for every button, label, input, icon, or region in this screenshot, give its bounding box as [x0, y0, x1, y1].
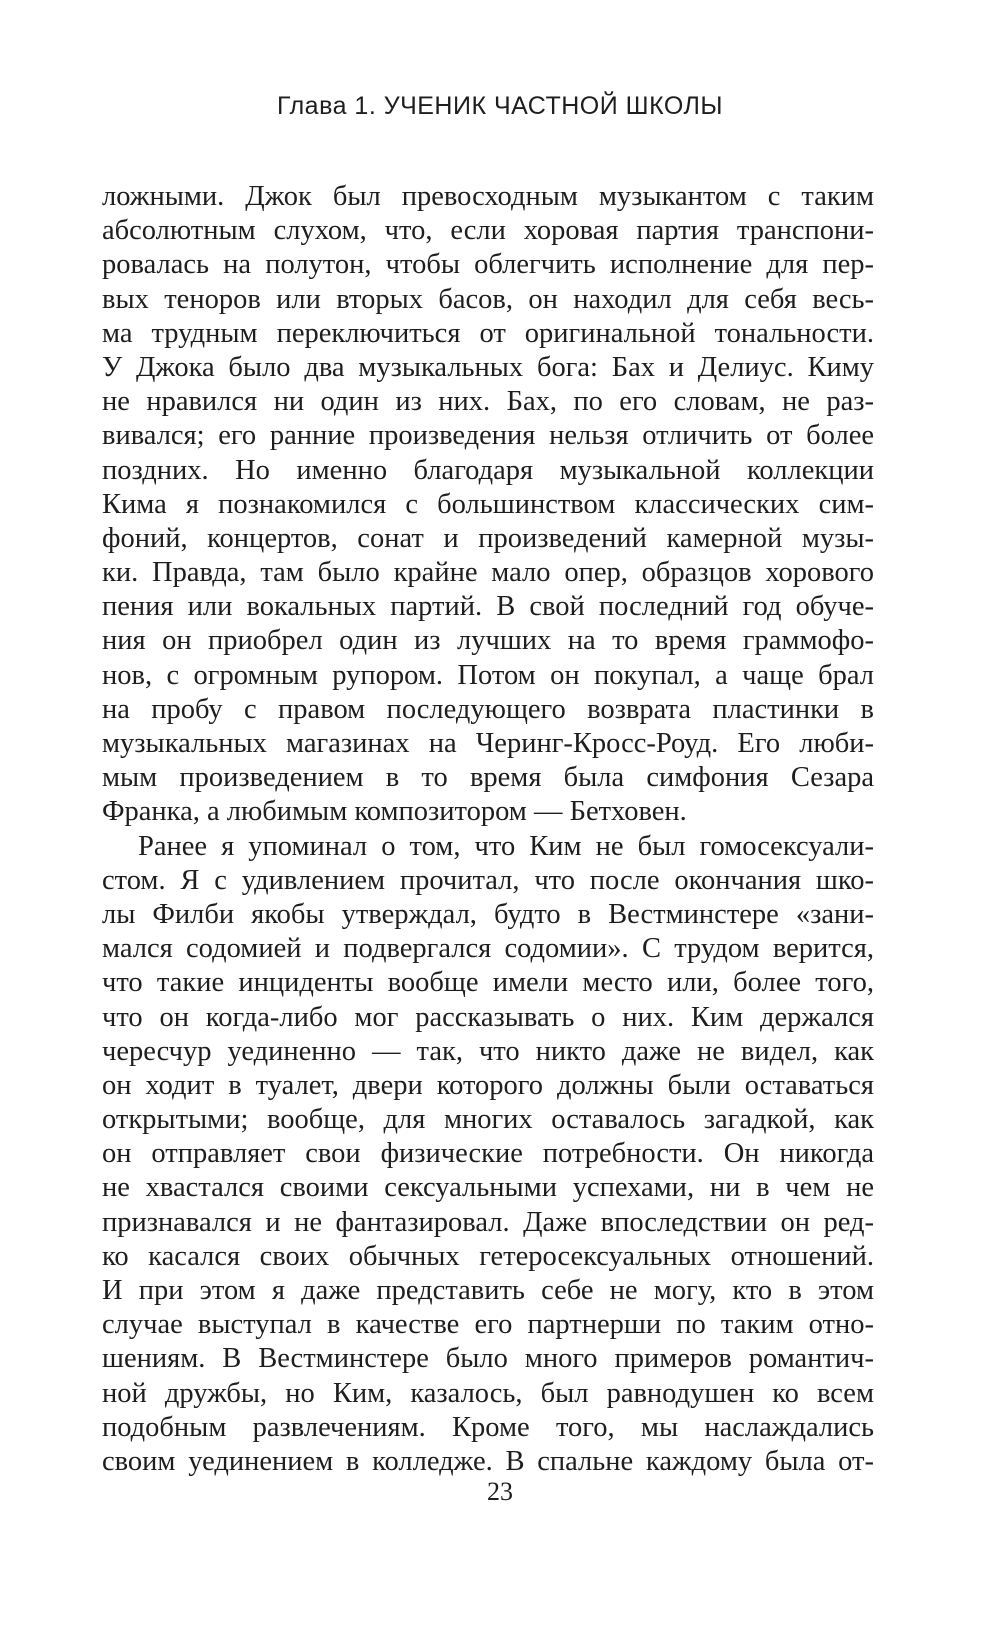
text-line: лы Филби якобы утверждал, будто в Вестминстере «зани-	[102, 898, 874, 930]
text-line: музыкальных магазинах на Черинг-Кросс-Роуд. Его люби-	[102, 728, 874, 759]
text-line: мым произведением в то время была симфония Сезара	[102, 762, 874, 794]
text-line: подобным развлечениям. Кроме того, мы наслаждались	[102, 1411, 874, 1443]
text-line: не хвастался своими сексуальными успехами, ни в чем не	[102, 1172, 874, 1204]
text-line: У Джока было два музыкальных бога: Бах и Делиус. Киму	[102, 351, 874, 383]
text-line: ма трудным переключиться от оригинальной тональности.	[102, 317, 874, 349]
text-line: ровалась на полутон, чтобы облегчить исполнение для пер-	[102, 249, 874, 281]
text-line: на пробу с правом последующего возврата пластинки в	[102, 693, 874, 725]
text-line: ния он приобрел один из лучших на то время граммофо-	[102, 625, 874, 657]
text-line: признавался и не фантазировал. Даже впоследствии он ред-	[102, 1206, 874, 1238]
text-line: чересчур уединенно — так, что никто даже не видел, как	[102, 1035, 874, 1067]
text-line: фоний, концертов, сонат и произведений камерной музы-	[102, 522, 874, 554]
text-line: ко касался своих обычных гетеросексуальных отношений.	[102, 1240, 874, 1272]
text-line: своим уединением в колледже. В спальне каждому была от-	[102, 1445, 874, 1477]
text-line: пения или вокальных партий. В свой последний год обуче-	[102, 591, 874, 623]
text-line: что он когда-либо мог рассказывать о них. Ким держался	[102, 1001, 874, 1033]
page-number: 23	[487, 1477, 513, 1506]
text-line: нов, с огромным рупором. Потом он покупал, а чаще брал	[102, 659, 874, 691]
text-line: он ходит в туалет, двери которого должны были оставаться	[102, 1069, 874, 1101]
text-line: поздних. Но именно благодаря музыкальной коллекции	[102, 454, 874, 486]
text-line: вивался; его ранние произведения нельзя отличить от более	[102, 420, 874, 452]
text-line: что такие инциденты вообще имели место или, более того,	[102, 967, 874, 999]
text-line-paragraph-start: Ранее я упоминал о том, что Ким не был гомосексуали-	[138, 830, 874, 862]
text-line: вых теноров или вторых басов, он находил для себя весь-	[102, 283, 874, 315]
text-line: И при этом я даже представить себе не могу, кто в этом	[102, 1275, 874, 1306]
text-line-paragraph-end: Франка, а любимым композитором — Бетховен.	[102, 796, 687, 828]
text-line: ложными. Джок был превосходным музыкантом с таким	[102, 181, 874, 212]
text-line: стом. Я с удивлением прочитал, что после окончания шко-	[102, 864, 874, 896]
text-line: Кима я познакомился с большинством классических сим-	[102, 488, 874, 520]
text-line: ной дружбы, но Ким, казалось, был равнодушен ко всем	[102, 1377, 874, 1409]
text-line: он отправляет свои физические потребности. Он никогда	[102, 1138, 874, 1170]
text-line: мался содомией и подвергался содомии». С трудом верится,	[102, 933, 874, 965]
text-line: ки. Правда, там было крайне мало опер, образцов хорового	[102, 557, 874, 589]
text-line: случае выступал в качестве его партнерши по таким отно-	[102, 1309, 874, 1341]
body-text	[102, 180, 874, 1479]
running-header: Глава 1. УЧЕНИК ЧАСТНОЙ ШКОЛЫ	[276, 92, 724, 120]
text-line: не нравился ни один из них. Бах, по его словам, не раз-	[102, 386, 874, 418]
text-line: шениям. В Вестминстере было много примеров романтич-	[102, 1343, 874, 1375]
text-line: абсолютным слухом, что, если хоровая партия транспони-	[102, 215, 874, 247]
text-line: открытыми; вообще, для многих оставалось загадкой, как	[102, 1104, 874, 1136]
